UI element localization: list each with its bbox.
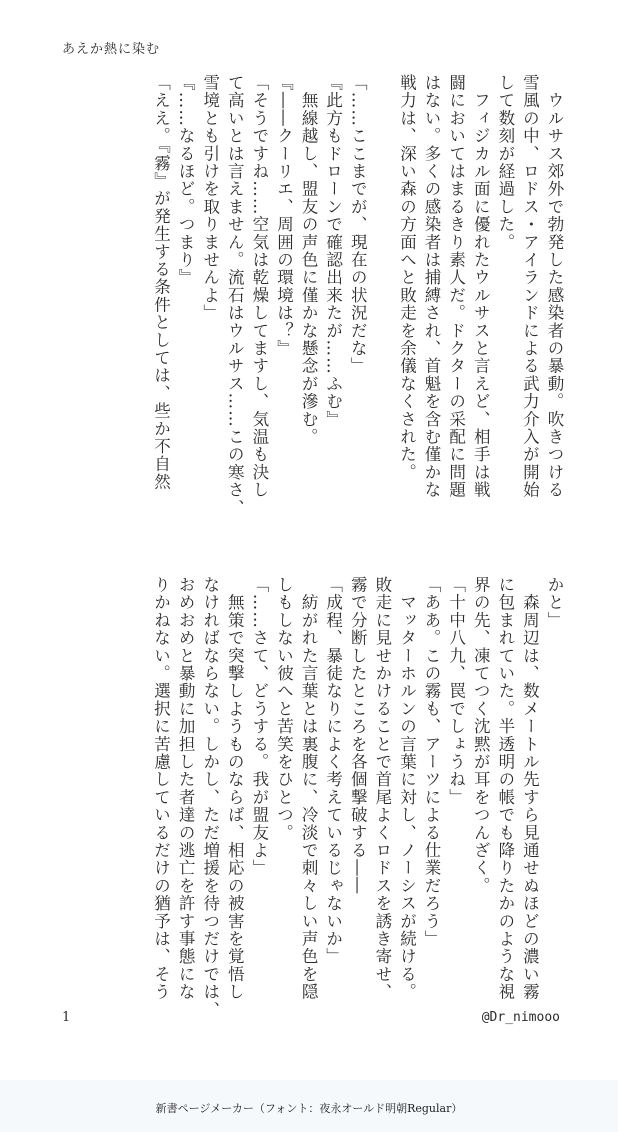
text-line: 紡がれた言葉とは裏腹に、冷淡で刺々しい声色を隠 xyxy=(299,576,319,1001)
text-line: おめおめと暴動に加担した者達の逃亡を許す事態にな xyxy=(176,576,196,1001)
text-line: 無策で突撃しようものならば、相応の被害を覚悟し xyxy=(225,576,245,1001)
text-line: 敗走に見せかけることで首尾よくロドスを誘き寄せ、 xyxy=(372,576,392,1001)
text-line: 「……さて、どうする。我が盟友よ」 xyxy=(249,576,269,877)
text-line xyxy=(369,74,394,534)
text-line: 闘においてはまるきり素人だ。ドクターの采配に問題 xyxy=(446,74,466,499)
text-line: 雪風の中、ロドス・アイランドによる武力介入が開始 xyxy=(520,74,540,499)
text-line: 森周辺は、数メートル先すら見通せぬほどの濃い霧 xyxy=(520,576,540,1001)
text-line: 「ええ。『霧』が発生する条件としては、些か不自然 xyxy=(151,74,171,491)
text-line: 界の先、凍てつく沈黙が耳をつんざく。 xyxy=(471,576,491,895)
text-line: マッターホルンの言葉に対し、ノーシスが続ける。 xyxy=(397,576,417,1001)
text-line: 「十中八九、罠でしょうね」 xyxy=(446,576,466,807)
upper-text-block xyxy=(148,74,566,534)
text-line: 「ああ。この霧も、アーツによる仕業だろう」 xyxy=(422,576,442,948)
text-line: はない。多くの感染者は捕縛され、首魁を含む僅かな xyxy=(422,74,442,499)
text-line: 無線越し、盟友の声色に僅かな懸念が滲む。 xyxy=(299,74,319,446)
text-line: 雪境とも引けを取りませんよ」 xyxy=(200,74,220,322)
text-line: 霧で分断したところを各個撃破する―― xyxy=(348,576,368,895)
text-line: 『此方もドローンで確認出来たが……ふむ』 xyxy=(323,74,343,428)
text-line: かと」 xyxy=(545,576,564,630)
text-line: なければならない。しかし、ただ増援を待つだけでは、 xyxy=(200,576,220,1019)
text-line: 「成程、暴徒なりによく考えているじゃないか」 xyxy=(323,576,343,966)
text-line: 「そうですね……空気は乾燥してますし、気温も決し xyxy=(249,74,269,499)
page-title: あえか熱に染む xyxy=(62,42,161,57)
page-number: 1 xyxy=(62,1010,71,1025)
text-line: て高いとは言えません。流石はウルサス……この寒さ、 xyxy=(225,74,245,517)
footer-credit: 新書ページメーカー（フォント：夜永オールド明朝Regular） xyxy=(155,1102,463,1115)
text-line: しもしない彼へと苦笑をひとつ。 xyxy=(274,576,294,842)
text-line: ウルサス郊外で勃発した感染者の暴動。吹きつける xyxy=(545,74,564,499)
text-line: 戦力は、深い森の方面へと敗走を余儀なくされた。 xyxy=(397,74,417,482)
text-line: 『――クーリエ、周囲の環境は？』 xyxy=(274,74,294,358)
author-handle: @Dr_nimooo xyxy=(481,1010,560,1025)
text-line: りかねない。選択に苦慮しているだけの猶予は、そう xyxy=(151,576,171,1001)
text-line: フィジカル面に優れたウルサスと言えど、相手は戦 xyxy=(471,74,491,499)
text-line: 『……なるほど。つまり』 xyxy=(176,74,196,287)
text-line: に包まれていた。半透明の帳でも降りたかのような視 xyxy=(495,576,515,1001)
lower-text-block xyxy=(148,576,566,1036)
text-line: して数刻が経過した。 xyxy=(495,74,515,251)
text-line: 「……ここまでが、現在の状況だな」 xyxy=(348,74,368,375)
